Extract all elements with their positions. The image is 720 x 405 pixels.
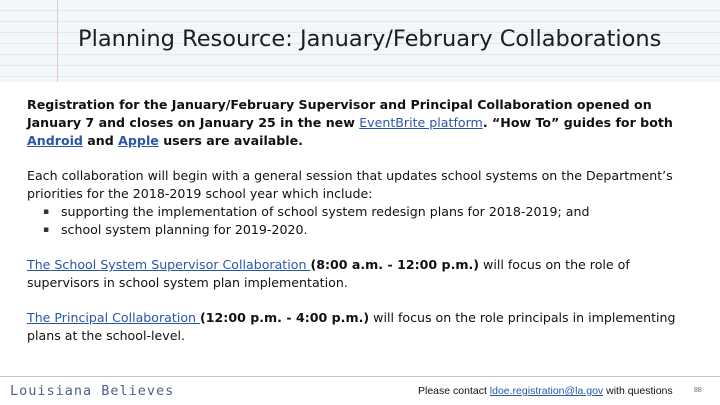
louisiana-believes-logo: Louisiana Believes — [10, 383, 175, 399]
priorities-list — [27, 203, 699, 239]
principal-collaboration-time: (12:00 p.m. - 4:00 p.m.) — [200, 310, 370, 325]
list-item — [27, 203, 699, 221]
registration-lead-text: Registration for the January/February Supervisor and Principal Collaboration opened on January 7 and closes on January 25 in the new — [27, 97, 652, 130]
page-number: 88 — [694, 387, 702, 394]
slide-content — [27, 96, 699, 362]
general-session-intro: Each collaboration will begin with a general session that updates school systems on the Department’s priorities for the 2018-2019 school year which include: — [27, 168, 673, 201]
principal-collaboration-text: will focus on the role principals in implementing plans at the school-level. — [27, 310, 676, 343]
general-session-paragraph — [27, 167, 699, 239]
android-link[interactable]: Android — [27, 133, 83, 148]
eventbrite-link[interactable]: EventBrite platform — [359, 115, 483, 130]
notebook-header — [0, 0, 720, 82]
registration-tail-text: users are available. — [158, 133, 303, 148]
bullet-icon: ▪ — [42, 207, 50, 217]
registration-mid-text: . “How To” guides for both — [482, 115, 673, 130]
contact-prefix: Please contact — [418, 385, 490, 397]
list-item-text: school system planning for 2019-2020. — [61, 222, 308, 237]
registration-and-text: and — [82, 133, 119, 148]
principal-collaboration-link[interactable]: The Principal Collaboration — [27, 310, 201, 325]
contact-email-link[interactable]: ldoe.registration@la.gov — [489, 385, 604, 397]
apple-link[interactable]: Apple — [118, 133, 159, 148]
supervisor-collaboration-link[interactable]: The School System Supervisor Collaboration — [27, 257, 311, 272]
supervisor-collaboration-paragraph — [27, 256, 699, 292]
list-item — [27, 221, 699, 239]
contact-line — [418, 385, 673, 397]
list-item-text: supporting the implementation of school system redesign plans for 2018-2019; and — [61, 204, 590, 219]
contact-suffix: with questions — [603, 385, 673, 397]
page-title: Planning Resource: January/February Collaborations — [78, 26, 662, 52]
supervisor-collaboration-time: (8:00 a.m. - 12:00 p.m.) — [310, 257, 480, 272]
bullet-icon: ▪ — [42, 225, 50, 235]
registration-paragraph — [27, 96, 699, 150]
supervisor-collaboration-text: will focus on the role of supervisors in school system plan implementation. — [27, 257, 630, 290]
principal-collaboration-paragraph — [27, 309, 699, 345]
footer-bar — [0, 376, 720, 405]
